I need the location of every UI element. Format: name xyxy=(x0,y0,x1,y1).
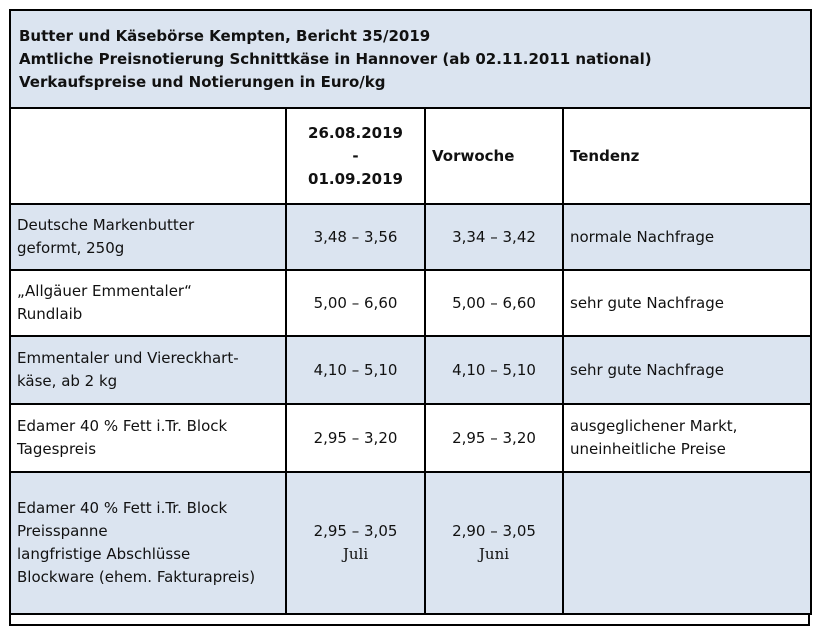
current-price: 3,48 – 3,56 xyxy=(286,204,425,270)
product-name: Emmentaler und Viereckhart- xyxy=(17,349,239,367)
previous-price xyxy=(425,472,563,614)
date-separator: - xyxy=(352,146,359,165)
previous-price-month: Juni xyxy=(478,545,510,563)
previous-price: 4,10 – 5,10 xyxy=(425,336,563,404)
trend-cell: sehr gute Nachfrage xyxy=(563,270,811,336)
product-name: Edamer 40 % Fett i.Tr. Block xyxy=(17,417,228,435)
product-detail: Tagespreis xyxy=(17,440,97,458)
table-row xyxy=(10,270,811,336)
column-header-product xyxy=(10,108,286,204)
previous-price: 5,00 – 6,60 xyxy=(425,270,563,336)
column-header-trend: Tendenz xyxy=(563,108,811,204)
previous-price: 2,95 – 3,20 xyxy=(425,404,563,472)
product-name: Deutsche Markenbutter xyxy=(17,216,195,234)
product-name: „Allgäuer Emmentaler“ xyxy=(17,282,192,300)
trend-cell xyxy=(563,404,811,472)
product-cell xyxy=(10,472,286,614)
product-detail-contracts: langfristige Abschlüsse xyxy=(17,545,191,563)
report-header xyxy=(10,10,811,108)
date-start: 26.08.2019 xyxy=(308,123,403,142)
report-unit-note: Verkaufspreise und Notierungen in Euro/kg xyxy=(19,72,386,91)
table-row xyxy=(10,204,811,270)
trend-text-detail: uneinheitliche Preise xyxy=(570,440,726,458)
table-row xyxy=(10,336,811,404)
product-cell xyxy=(10,404,286,472)
product-cell xyxy=(10,336,286,404)
report-header-row xyxy=(10,10,811,108)
current-price: 5,00 – 6,60 xyxy=(286,270,425,336)
product-cell xyxy=(10,270,286,336)
trend-text: ausgeglichener Markt, xyxy=(570,417,738,435)
product-detail-blockware: Blockware (ehem. Fakturapreis) xyxy=(17,568,256,586)
product-detail: käse, ab 2 kg xyxy=(17,372,118,390)
trend-cell: normale Nachfrage xyxy=(563,204,811,270)
product-cell xyxy=(10,204,286,270)
column-header-row xyxy=(10,108,811,204)
product-detail: geformt, 250g xyxy=(17,239,125,257)
report-title: Butter und Käsebörse Kempten, Bericht 35/2019 xyxy=(19,26,431,45)
column-header-previous-week: Vorwoche xyxy=(425,108,563,204)
report-subtitle: Amtliche Preisnotierung Schnittkäse in Hannover (ab 02.11.2011 national) xyxy=(19,49,652,68)
current-price xyxy=(286,472,425,614)
table-row xyxy=(10,472,811,614)
current-price: 2,95 – 3,20 xyxy=(286,404,425,472)
column-header-current-week xyxy=(286,108,425,204)
price-table xyxy=(9,9,812,615)
product-detail: Preisspanne xyxy=(17,522,108,540)
product-name: Edamer 40 % Fett i.Tr. Block xyxy=(17,499,228,517)
table-row xyxy=(10,404,811,472)
trend-cell xyxy=(563,472,811,614)
product-detail: Rundlaib xyxy=(17,305,83,323)
previous-price: 3,34 – 3,42 xyxy=(425,204,563,270)
current-price: 4,10 – 5,10 xyxy=(286,336,425,404)
trend-cell: sehr gute Nachfrage xyxy=(563,336,811,404)
current-price-month: Juli xyxy=(342,545,369,563)
date-end: 01.09.2019 xyxy=(308,169,403,188)
previous-price-range: 2,90 – 3,05 xyxy=(452,522,536,540)
current-price-range: 2,95 – 3,05 xyxy=(313,522,398,540)
